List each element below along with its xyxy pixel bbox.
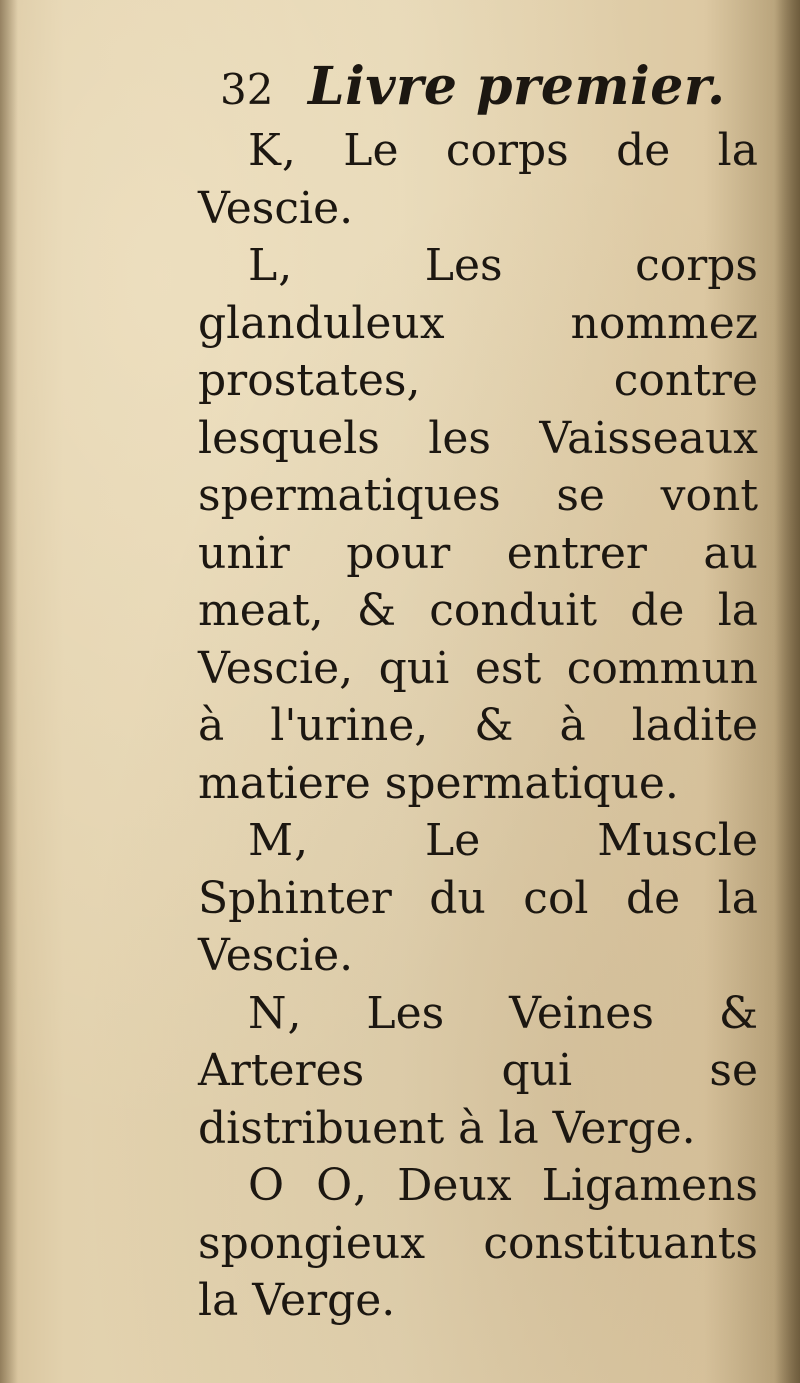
- entry-l: [198, 237, 758, 812]
- entry-label: N: [248, 987, 288, 1039]
- entry-label: O O: [248, 1160, 354, 1211]
- entry-n: [198, 985, 758, 1158]
- page-edge-shadow: [774, 0, 800, 1383]
- entry-oo: [198, 1157, 758, 1330]
- entry-label: K: [248, 125, 282, 176]
- text-block: [198, 52, 758, 1330]
- entry-text: , Le corps de la Vescie.: [198, 125, 758, 234]
- entry-k: [198, 122, 758, 237]
- page-number: 32: [220, 65, 274, 114]
- running-title: Livre premier.: [308, 56, 726, 117]
- entry-m: [198, 812, 758, 985]
- entry-text: , Les corps glanduleux nommez prostates, contre lesquels les Vaisseaux spermatiques se vont unir pour entrer au meat, & conduit de la Vescie, qui est commun à l'urine, & à ladite matiere spermatique.: [198, 240, 758, 809]
- running-header: [198, 52, 758, 122]
- entry-text: , Les Veines & Arteres qui se distribuent à la Verge.: [198, 987, 758, 1154]
- gutter-shadow: [0, 0, 18, 1383]
- entry-label: M: [248, 815, 295, 866]
- entry-label: L: [248, 240, 279, 291]
- entry-text: , Deux Ligamens spongieux constituants la Verge.: [198, 1160, 758, 1326]
- entry-text: , Le Muscle Sphinter du col de la Vescie.: [198, 815, 758, 981]
